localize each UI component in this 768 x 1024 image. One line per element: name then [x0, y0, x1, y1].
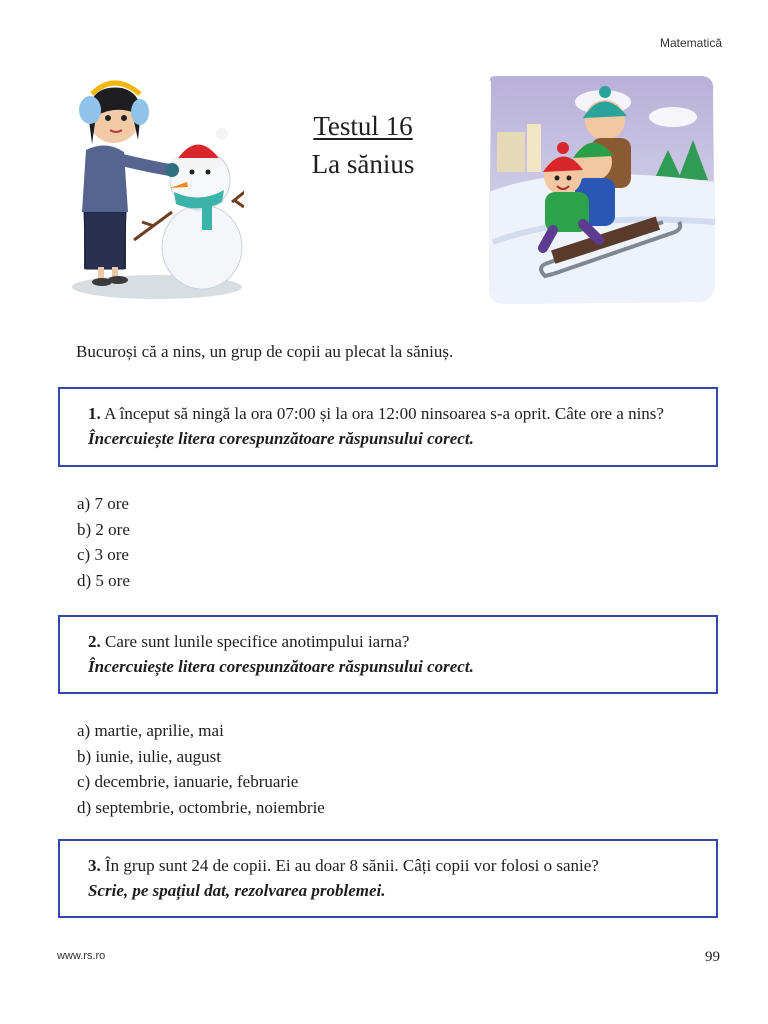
title-block	[250, 108, 476, 182]
footer-url: www.rs.ro	[57, 950, 106, 962]
answer-option[interactable]: b) iunie, iulie, august	[77, 746, 222, 766]
answer-option[interactable]: d) septembrie, octombrie, noiembrie	[77, 797, 325, 817]
intro-text: Bucuroși că a nins, un grup de copii au plecat la săniuș.	[76, 342, 454, 361]
question-2-instruction: Încercuiește litera corespunzătoare răspunsului corect.	[88, 657, 474, 676]
answer-option[interactable]: a) martie, aprilie, mai	[77, 721, 224, 740]
test-title: Testul 16	[313, 111, 413, 141]
question-number: 2.	[88, 632, 101, 651]
question-number: 3.	[88, 856, 101, 875]
question-1-box	[58, 387, 718, 467]
question-1-instruction: Încercuiește litera corespunzătoare răspunsului corect.	[88, 429, 474, 448]
question-3-instruction: Scrie, pe spațiul dat, rezolvarea problemei.	[88, 881, 386, 900]
question-3-box	[58, 839, 718, 918]
question-body: A început să ningă la ora 07:00 și la ora 12:00 ninsoarea s-a oprit. Câte ore a nins?	[104, 404, 664, 423]
question-number: 1.	[88, 404, 101, 423]
question-2-box	[58, 615, 718, 694]
answer-option[interactable]: d) 5 ore	[77, 570, 130, 590]
children-sledding-illustration	[483, 72, 718, 308]
question-1-text	[88, 401, 716, 426]
question-1-options	[77, 491, 130, 593]
test-subtitle: La sănius	[311, 149, 415, 179]
question-2-text	[88, 629, 716, 654]
question-3-text	[88, 853, 716, 878]
question-body: În grup sunt 24 de copii. Ei au doar 8 sănii. Câți copii vor folosi o sanie?	[105, 856, 599, 875]
answer-option[interactable]: c) decembrie, ianuarie, februarie	[77, 772, 299, 791]
answer-option[interactable]: a) 7 ore	[77, 494, 129, 513]
question-body: Care sunt lunile specifice anotimpului iarna?	[105, 632, 410, 651]
answer-option[interactable]: c) 3 ore	[77, 545, 129, 564]
girl-snowman-illustration	[62, 72, 244, 304]
answer-option[interactable]: b) 2 ore	[77, 519, 130, 539]
header-subject: Matematică	[659, 36, 722, 50]
question-2-options	[77, 718, 325, 820]
page-number: 99	[705, 949, 720, 965]
